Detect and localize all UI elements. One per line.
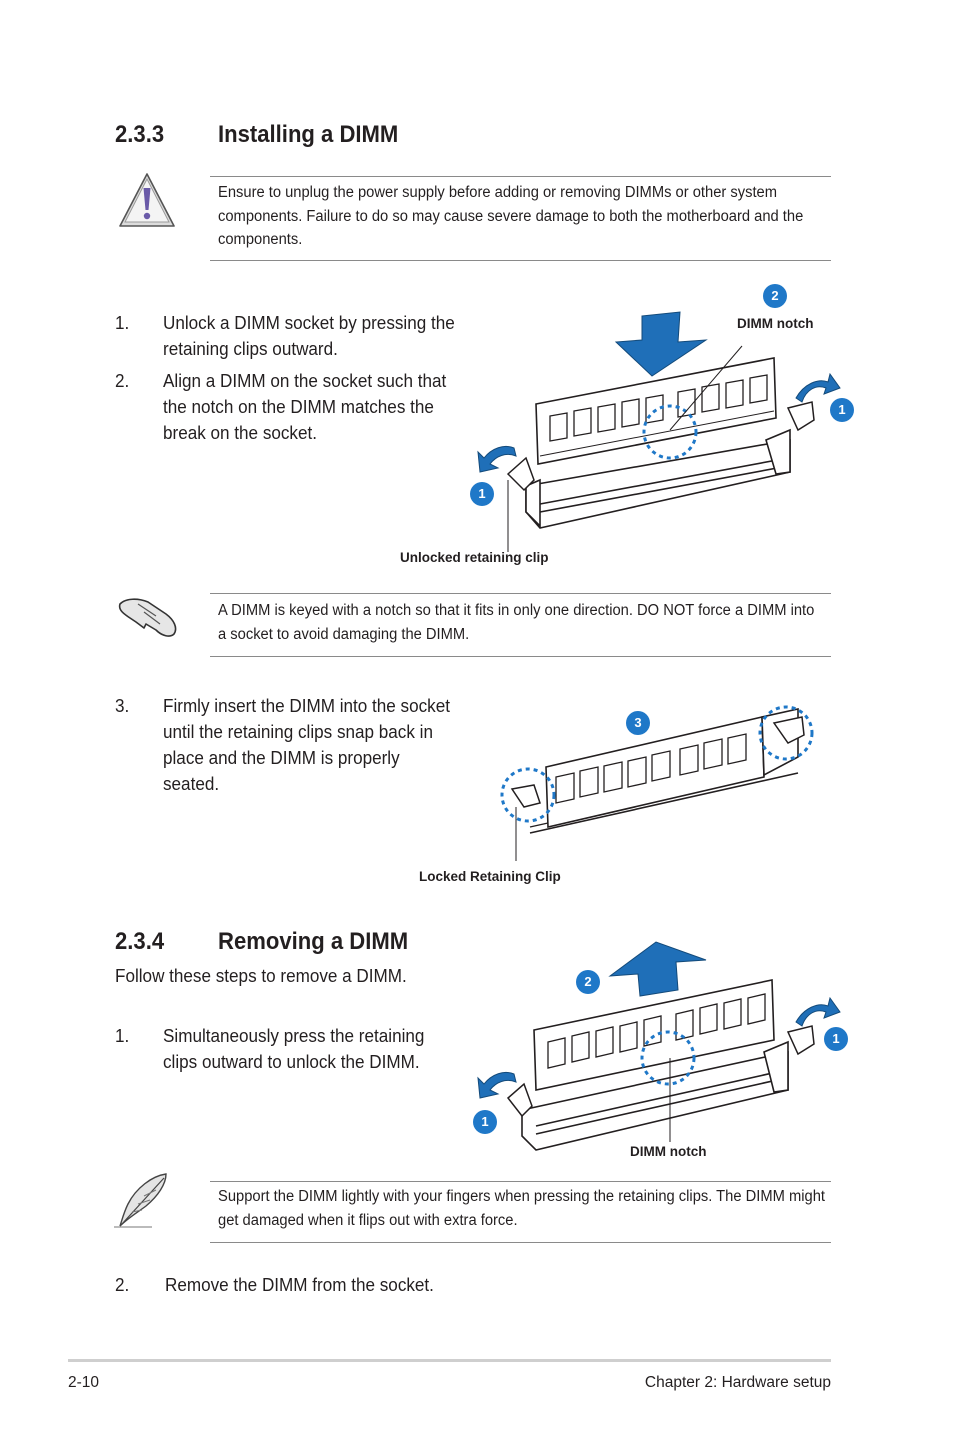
hand-note-icon xyxy=(116,590,182,640)
chapter-label: Chapter 2: Hardware setup xyxy=(644,1374,831,1391)
page-number: 2-10 xyxy=(68,1374,100,1391)
figure3-badge-clip-right: 1 xyxy=(824,1027,848,1051)
remove-figure-3 xyxy=(470,940,850,1160)
figure1-label-clip: Unlocked retaining clip xyxy=(400,550,549,565)
step-text: Remove the DIMM from the socket. xyxy=(165,1275,434,1295)
retaining-clip-right xyxy=(788,402,814,430)
arrow-up-icon xyxy=(610,942,706,996)
figure1-badge-notch: 2 xyxy=(763,284,787,308)
locked-clip-left xyxy=(512,785,540,807)
footer-rule xyxy=(68,1359,831,1362)
feather-tip-icon xyxy=(112,1170,174,1230)
figure2-label-clip: Locked Retaining Clip xyxy=(419,869,561,884)
figure3-badge-lift: 2 xyxy=(576,970,600,994)
section-number-2-3-3: 2.3.3 xyxy=(115,121,165,148)
arrow-down-icon xyxy=(616,312,706,376)
note-bottom-rule xyxy=(210,656,831,657)
section-number-2-3-4: 2.3.4 xyxy=(115,928,165,955)
caution-icon xyxy=(116,170,178,230)
tip-top-rule xyxy=(210,1181,831,1182)
figure3-label-notch: DIMM notch xyxy=(630,1144,707,1159)
figure1-label-notch: DIMM notch xyxy=(737,316,814,331)
note-top-rule xyxy=(210,593,831,594)
tip-text: Support the DIMM lightly with your fingers when pressing the retaining clips. The DIMM might get damaged when it flips out with extra force. xyxy=(218,1188,825,1229)
caution-bottom-rule xyxy=(210,260,831,261)
step-text: Unlock a DIMM socket by pressing the retaining clips outward. xyxy=(163,313,455,359)
step-number: 2. xyxy=(115,371,130,391)
step-text: Simultaneously press the retaining clips outward to unlock the DIMM. xyxy=(163,1026,425,1072)
tip-bottom-rule xyxy=(210,1242,831,1243)
step-number: 3. xyxy=(115,696,130,716)
step-text: Firmly insert the DIMM into the socket until the retaining clips snap back in place and the DIMM is properly seated. xyxy=(163,696,450,794)
section-title-installing: Installing a DIMM xyxy=(218,121,399,148)
caution-top-rule xyxy=(210,176,831,177)
dimm-seated xyxy=(530,709,798,833)
section-title-removing: Removing a DIMM xyxy=(218,928,409,955)
step-number: 2. xyxy=(115,1275,130,1295)
caution-text: Ensure to unplug the power supply before adding or removing DIMMs or other system components. Failure to do so may cause severe damage to both the motherboard and the components. xyxy=(218,184,804,248)
step-number: 1. xyxy=(115,313,130,333)
step-number: 1. xyxy=(115,1026,130,1046)
step-text: Align a DIMM on the socket such that the notch on the DIMM matches the break on the socket. xyxy=(163,371,447,443)
figure1-badge-clip-right: 1 xyxy=(830,398,854,422)
figure3-badge-clip-left: 1 xyxy=(473,1110,497,1134)
note-text: A DIMM is keyed with a notch so that it fits in only one direction. DO NOT force a DIMM into a socket to avoid damaging the DIMM. xyxy=(218,602,815,643)
figure1-badge-clip-left: 1 xyxy=(470,482,494,506)
retaining-clip-right xyxy=(788,1026,814,1054)
removing-intro: Follow these steps to remove a DIMM. xyxy=(115,966,407,986)
figure2-badge: 3 xyxy=(626,711,650,735)
install-figure-2 xyxy=(490,695,820,865)
